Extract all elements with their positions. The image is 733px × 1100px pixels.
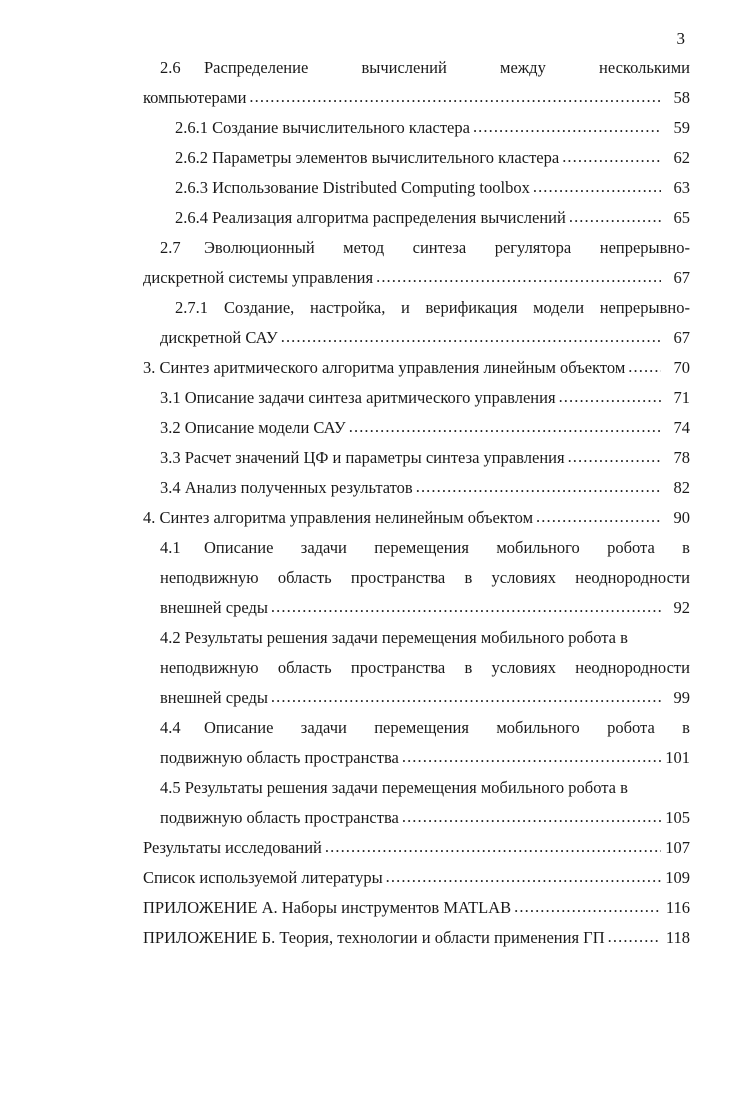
toc-entry-title: 3.4 Анализ полученных результатов — [160, 478, 413, 497]
toc-page-number: 107 — [665, 838, 690, 857]
toc-entry-title: 4.5 Результаты решения задачи перемещения мобильного робота в — [160, 778, 628, 797]
toc-entry-2-7-1[interactable] — [143, 298, 690, 358]
toc-word: модели — [533, 298, 585, 317]
toc-entry-title: 2.6.1 Создание вычислительного кластера — [175, 118, 470, 137]
toc-word: несколькими — [599, 58, 690, 77]
toc-entry-title: 4.2 Результаты решения задачи перемещения мобильного робота в — [160, 628, 628, 647]
toc-line — [143, 208, 690, 238]
toc-page-number: 59 — [673, 118, 690, 137]
toc-entry-3-1[interactable] — [143, 388, 690, 418]
toc-word: задачи — [300, 718, 347, 737]
toc-entry-title: 4. Синтез алгоритма управления нелинейным объектом — [143, 508, 534, 527]
toc-page-number: 70 — [673, 358, 690, 377]
toc-word: робота — [607, 718, 655, 737]
toc-entry-number: 2.7.1 — [175, 298, 208, 317]
toc-line — [143, 598, 690, 628]
toc-line — [143, 508, 690, 538]
toc-word: пространства — [350, 568, 446, 587]
toc-entry-title: подвижную область пространства — [160, 748, 399, 767]
toc-page-number: 105 — [665, 808, 690, 827]
toc-entry-bibliography[interactable] — [143, 868, 690, 898]
toc-entry-title: внешней среды — [160, 598, 268, 617]
toc-entry-appendix-b[interactable] — [143, 928, 690, 958]
toc-justified-words — [204, 58, 690, 78]
toc-word: неподвижную — [160, 568, 259, 587]
toc-justified-words — [204, 718, 690, 738]
toc-page-number: 63 — [673, 178, 690, 197]
toc-word: метод — [343, 238, 385, 257]
toc-word: неоднородности — [575, 568, 690, 587]
toc-word: в — [682, 538, 690, 557]
toc-word: между — [500, 58, 546, 77]
toc-line — [143, 568, 690, 598]
table-of-contents — [143, 58, 690, 958]
toc-page-number: 71 — [673, 388, 690, 407]
dot-leader — [349, 419, 661, 436]
dot-leader — [376, 269, 661, 286]
toc-entry-title: 2.6.4 Реализация алгоритма распределения вычислений — [175, 208, 566, 227]
toc-line — [143, 718, 690, 748]
toc-word: настройка, — [309, 298, 386, 317]
toc-entry-title: 3. Синтез аритмического алгоритма управления линейным объектом — [143, 358, 626, 377]
toc-entry-title: внешней среды — [160, 688, 268, 707]
toc-entry-4-5[interactable] — [143, 778, 690, 838]
toc-entry-title: компьютерами — [143, 88, 247, 107]
toc-line — [143, 388, 690, 418]
toc-word: регулятора — [494, 238, 572, 257]
toc-entry-title: Список используемой литературы — [143, 868, 383, 887]
toc-entry-number: 2.7 — [160, 238, 181, 257]
toc-line — [143, 838, 690, 868]
toc-word: в — [682, 718, 690, 737]
toc-entry-title: дискретной САУ — [160, 328, 278, 347]
toc-page-number: 99 — [673, 688, 690, 707]
toc-line — [143, 88, 690, 118]
toc-page-number: 62 — [673, 148, 690, 167]
page-number-folio: 3 — [676, 29, 685, 48]
dot-leader — [249, 89, 661, 106]
toc-entry-title: ПРИЛОЖЕНИЕ Б. Теория, технологии и области применения ГП — [143, 928, 605, 947]
toc-word: в — [464, 568, 473, 587]
toc-word: Описание — [204, 718, 274, 737]
toc-entry-title: Результаты исследований — [143, 838, 322, 857]
dot-leader — [562, 149, 661, 166]
toc-word: задачи — [300, 538, 347, 557]
toc-page-number: 118 — [665, 928, 690, 947]
toc-entry-title: дискретной системы управления — [143, 268, 374, 287]
toc-word: неоднородности — [575, 658, 690, 677]
toc-word: синтеза — [412, 238, 467, 257]
toc-word: перемещения — [374, 718, 469, 737]
dot-leader — [559, 389, 661, 406]
toc-line — [143, 928, 690, 958]
dot-leader — [514, 899, 661, 916]
toc-entry-3-4[interactable] — [143, 478, 690, 508]
toc-entry-title: 2.6.2 Параметры элементов вычислительного кластера — [175, 148, 560, 167]
toc-word: Создание, — [224, 298, 295, 317]
toc-word: мобильного — [496, 538, 580, 557]
toc-word: область — [277, 568, 332, 587]
toc-word: мобильного — [496, 718, 580, 737]
toc-entry-2-7[interactable] — [143, 238, 690, 298]
toc-justified-words — [160, 568, 690, 588]
toc-line — [143, 808, 690, 838]
dot-leader — [568, 449, 661, 466]
toc-entry-4[interactable] — [143, 508, 690, 538]
dot-leader — [386, 869, 661, 886]
toc-page-number: 90 — [673, 508, 690, 527]
dot-leader — [628, 359, 661, 376]
toc-entry-number: 2.6 — [160, 58, 181, 77]
toc-entry-4-1[interactable] — [143, 538, 690, 628]
dot-leader — [569, 209, 661, 226]
toc-page-number: 116 — [665, 898, 690, 917]
toc-page-number: 58 — [673, 88, 690, 107]
toc-entry-title: 3.1 Описание задачи синтеза аритмического управления — [160, 388, 556, 407]
toc-page-number: 78 — [673, 448, 690, 467]
toc-entry-2-6-3[interactable] — [143, 178, 690, 208]
toc-page-number: 65 — [673, 208, 690, 227]
dot-leader — [533, 179, 661, 196]
dot-leader — [325, 839, 661, 856]
toc-word: условиях — [491, 568, 557, 587]
toc-entry-title: ПРИЛОЖЕНИЕ А. Наборы инструментов MATLAB — [143, 898, 512, 917]
toc-justified-words — [160, 658, 690, 678]
toc-word: непрерывно- — [599, 298, 690, 317]
dot-leader — [281, 329, 661, 346]
toc-line — [143, 778, 690, 808]
toc-page-number: 67 — [673, 268, 690, 287]
toc-justified-words — [204, 238, 690, 258]
toc-line — [143, 748, 690, 778]
toc-word: Эволюционный — [204, 238, 315, 257]
dot-leader — [271, 689, 661, 706]
toc-entry-number: 4.4 — [160, 718, 181, 737]
toc-line — [143, 238, 690, 268]
toc-word: верификация — [425, 298, 518, 317]
toc-entry-3-2[interactable] — [143, 418, 690, 448]
toc-word: Распределение — [204, 58, 309, 77]
toc-line — [143, 478, 690, 508]
dot-leader — [271, 599, 661, 616]
toc-entry-results[interactable] — [143, 838, 690, 868]
toc-page-number: 109 — [665, 868, 690, 887]
toc-word: в — [464, 658, 473, 677]
toc-line — [143, 688, 690, 718]
toc-entry-number: 4.1 — [160, 538, 181, 557]
toc-justified-words — [204, 538, 690, 558]
toc-line — [143, 868, 690, 898]
toc-entry-title: 3.2 Описание модели САУ — [160, 418, 346, 437]
toc-entry-title: 2.6.3 Использование Distributed Computing toolbox — [175, 178, 530, 197]
dot-leader — [402, 809, 661, 826]
toc-page-number: 101 — [665, 748, 690, 767]
toc-entry-2-6-4[interactable] — [143, 208, 690, 238]
toc-entry-title: подвижную область пространства — [160, 808, 399, 827]
toc-entry-4-4[interactable] — [143, 718, 690, 778]
toc-word: Описание — [204, 538, 274, 557]
toc-line — [143, 358, 690, 388]
toc-justified-words — [224, 298, 690, 318]
toc-page-number: 74 — [673, 418, 690, 437]
toc-line — [143, 898, 690, 928]
toc-entry-2-6-2[interactable] — [143, 148, 690, 178]
dot-leader — [473, 119, 661, 136]
toc-line — [143, 628, 690, 658]
toc-entry-2-6-1[interactable] — [143, 118, 690, 148]
dot-leader — [416, 479, 661, 496]
toc-word: непрерывно- — [599, 238, 690, 257]
toc-entry-4-2[interactable] — [143, 628, 690, 718]
toc-page-number: 92 — [673, 598, 690, 617]
dot-leader — [536, 509, 661, 526]
toc-line — [143, 268, 690, 298]
toc-word: пространства — [350, 658, 446, 677]
toc-word: вычислений — [361, 58, 447, 77]
toc-page-number: 82 — [673, 478, 690, 497]
toc-line — [143, 328, 690, 358]
toc-entry-3-3[interactable] — [143, 448, 690, 478]
dot-leader — [608, 929, 661, 946]
toc-entry-2-6[interactable] — [143, 58, 690, 118]
toc-entry-title: 3.3 Расчет значений ЦФ и параметры синтеза управления — [160, 448, 565, 467]
toc-page-number: 67 — [673, 328, 690, 347]
toc-line — [143, 448, 690, 478]
toc-line — [143, 148, 690, 178]
toc-line — [143, 298, 690, 328]
toc-line — [143, 658, 690, 688]
toc-entry-appendix-a[interactable] — [143, 898, 690, 928]
toc-word: условиях — [491, 658, 557, 677]
dot-leader — [402, 749, 661, 766]
toc-word: неподвижную — [160, 658, 259, 677]
toc-word: перемещения — [374, 538, 469, 557]
toc-word: область — [277, 658, 332, 677]
toc-entry-3[interactable] — [143, 358, 690, 388]
toc-line — [143, 58, 690, 88]
toc-line — [143, 118, 690, 148]
toc-line — [143, 538, 690, 568]
toc-line — [143, 178, 690, 208]
toc-line — [143, 418, 690, 448]
toc-word: робота — [607, 538, 655, 557]
toc-word: и — [401, 298, 410, 317]
